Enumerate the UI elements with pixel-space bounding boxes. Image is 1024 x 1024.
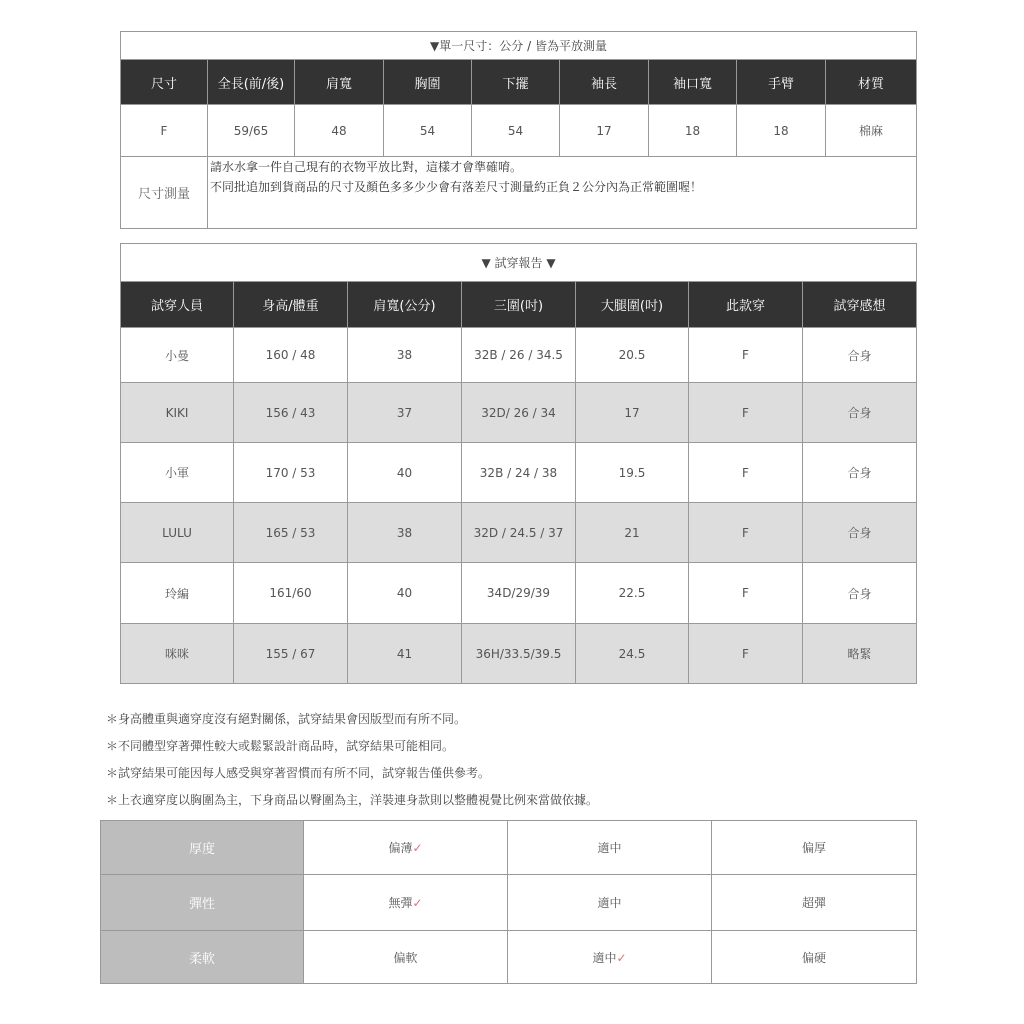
hem-header: 下擺 [472,60,560,105]
tester-header: 試穿人員 [121,282,234,328]
fabric-label: 厚度 [101,821,304,875]
table-row [121,503,917,563]
fabric-option: 偏硬 [712,931,917,984]
length-header: 全長(前/後) [208,60,295,105]
fabric-option: 偏薄✓ [304,821,508,875]
fabric-row-elasticity [101,875,917,931]
fabric-option: 適中 [508,875,712,931]
chest-header: 胸圍 [384,60,472,105]
check-icon: ✓ [412,841,423,855]
worn-size: F [689,503,803,563]
height-weight: 170 / 53 [234,443,348,503]
measure-label: 尺寸測量 [121,157,208,229]
fabric-label: 柔軟 [101,931,304,984]
height-weight: 161/60 [234,563,348,624]
shoulder-width: 38 [348,503,462,563]
size-table [120,31,917,229]
size-table-caption: ▼單一尺寸：公分 / 皆為平放測量 [121,32,917,60]
feedback: 略緊 [803,624,917,684]
note-line: ＊不同體型穿著彈性較大或鬆緊設計商品時，試穿結果可能相同。 [106,739,455,753]
measurements-header: 三圍(吋) [462,282,576,328]
worn-size: F [689,624,803,684]
tester-name: 小軍 [121,443,234,503]
cuff-width-value: 18 [649,105,737,157]
shoulder-width: 41 [348,624,462,684]
thigh: 21 [576,503,689,563]
thigh: 24.5 [576,624,689,684]
worn-size: F [689,563,803,624]
tester-name: LULU [121,503,234,563]
fabric-option: 偏軟 [304,931,508,984]
measurements: 32D / 24.5 / 37 [462,503,576,563]
tester-name: 小曼 [121,328,234,383]
hem-value: 54 [472,105,560,157]
shoulder-width: 37 [348,383,462,443]
height-weight: 160 / 48 [234,328,348,383]
fabric-table [100,820,917,984]
shoulder-width: 40 [348,563,462,624]
table-row [121,328,917,383]
check-icon: ✓ [412,896,423,910]
measurements: 32B / 26 / 34.5 [462,328,576,383]
measurements: 34D/29/39 [462,563,576,624]
feedback: 合身 [803,328,917,383]
tester-name: 玲編 [121,563,234,624]
thigh: 17 [576,383,689,443]
arm-header: 手臂 [737,60,826,105]
worn-size: F [689,383,803,443]
shoulder-width-header: 肩寬(公分) [348,282,462,328]
measure-note [208,157,917,229]
fabric-option: 適中 [508,821,712,875]
fabric-row-thickness [101,821,917,875]
check-icon: ✓ [616,950,627,965]
note-line: ＊試穿結果可能因每人感受與穿著習慣而有所不同，試穿報告僅供參考。 [106,766,491,780]
table-row [121,563,917,624]
worn-size-header: 此款穿 [689,282,803,328]
cuff-width-header: 袖口寬 [649,60,737,105]
tester-name: KIKI [121,383,234,443]
measure-note-line-1: 請水水拿一件自己現有的衣物平放比對，這樣才會準確唷。 [210,160,523,174]
chest-value: 54 [384,105,472,157]
worn-size: F [689,443,803,503]
feedback: 合身 [803,563,917,624]
sleeve-length-header: 袖長 [560,60,649,105]
height-weight: 165 / 53 [234,503,348,563]
fabric-option: 無彈✓ [304,875,508,931]
fit-notes [106,710,598,818]
table-row [121,624,917,684]
feedback-header: 試穿感想 [803,282,917,328]
height-weight-header: 身高/體重 [234,282,348,328]
size-value: F [121,105,208,157]
fit-report-caption: ▼ 試穿報告 ▼ [121,244,917,282]
feedback: 合身 [803,503,917,563]
measure-note-line-2: 不同批追加到貨商品的尺寸及顏色多多少少會有落差尺寸測量約正負２公分內為正常範圍喔！ [210,180,703,194]
thigh: 22.5 [576,563,689,624]
tester-name: 咪咪 [121,624,234,684]
note-line: ＊身高體重與適穿度沒有絕對關係，試穿結果會因版型而有所不同。 [106,712,467,726]
feedback: 合身 [803,383,917,443]
size-header: 尺寸 [121,60,208,105]
fabric-option: 超彈 [712,875,917,931]
table-row [121,443,917,503]
length-value: 59/65 [208,105,295,157]
arm-value: 18 [737,105,826,157]
shoulder-header: 肩寬 [295,60,384,105]
thigh: 19.5 [576,443,689,503]
fabric-option: 適中✓ [508,931,712,984]
height-weight: 155 / 67 [234,624,348,684]
table-row [121,383,917,443]
shoulder-width: 38 [348,328,462,383]
fabric-label: 彈性 [101,875,304,931]
fit-report-table [120,243,917,684]
material-value: 棉麻 [826,105,917,157]
measurements: 36H/33.5/39.5 [462,624,576,684]
shoulder-width: 40 [348,443,462,503]
shoulder-value: 48 [295,105,384,157]
worn-size: F [689,328,803,383]
height-weight: 156 / 43 [234,383,348,443]
sleeve-length-value: 17 [560,105,649,157]
fabric-option: 偏厚 [712,821,917,875]
thigh-header: 大腿圍(吋) [576,282,689,328]
thigh: 20.5 [576,328,689,383]
measurements: 32D/ 26 / 34 [462,383,576,443]
fabric-row-softness [101,931,917,984]
measurements: 32B / 24 / 38 [462,443,576,503]
note-line: ＊上衣適穿度以胸圍為主，下身商品以臀圍為主，洋裝連身款則以整體視覺比例來當做依據。 [106,793,599,807]
feedback: 合身 [803,443,917,503]
material-header: 材質 [826,60,917,105]
